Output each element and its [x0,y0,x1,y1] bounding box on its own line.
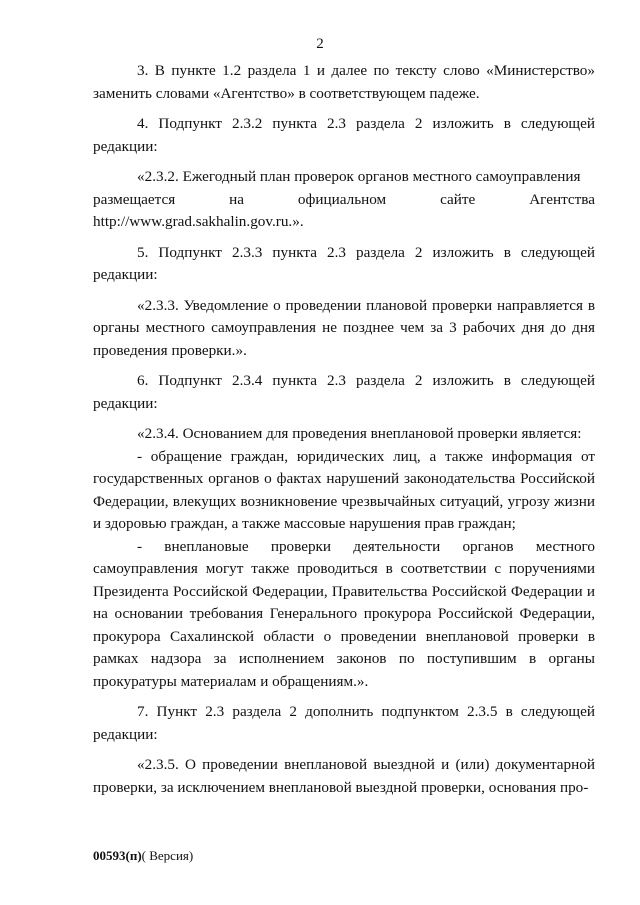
quote-word: сайте [440,190,476,208]
paragraph-5: 5. Подпункт 2.3.3 пункта 2.3 раздела 2 изложить в следующей редакции: [93,243,595,283]
paragraph-3: 3. В пункте 1.2 раздела 1 и далее по тексту слово «Министерство» заменить словами «Агентство» в соответствующем падеже. [93,62,595,102]
quote-word: на [229,190,244,208]
quote-2-3-4-item-2: - внеплановые проверки деятельности органов местного самоуправления могут также проводиться в соответствии с поручениями Президента Российской Федерации, Правительства Российской Федерации и на основании требования Генерального прокурора Российской Федерации, прокурора Сахалинской области о проведении внеплановой проверки в рамках надзора за исполнением законов по поступившим в органы прокуратуры материалам и обращениям.». [93,537,595,690]
document-body [93,60,595,807]
document-code: 00593(п) [93,848,142,863]
paragraph-4: 4. Подпункт 2.3.2 пункта 2.3 раздела 2 изложить в следующей редакции: [93,115,595,155]
quote-2-3-3: «2.3.3. Уведомление о проведении плановой проверки направляется в органы местного самоуправления не позднее чем за 3 рабочих дня до дня проведения проверки.». [93,296,595,359]
quote-2-3-2 [93,166,595,234]
page-number: 2 [316,36,324,52]
document-version: ( Версия) [141,848,194,863]
quote-2-3-4-intro: «2.3.4. Основанием для проведения внеплановой проверки является: [137,425,582,442]
quote-2-3-2-line-3: http://www.grad.sakhalin.gov.ru.». [93,213,304,230]
paragraph-6: 6. Подпункт 2.3.4 пункта 2.3 раздела 2 изложить в следующей редакции: [93,372,595,412]
quote-word: Агентства [529,190,595,208]
quote-2-3-2-line-1: «2.3.2. Ежегодный план проверок органов местного самоуправления [137,168,581,185]
document-footer [93,848,193,864]
quote-word: официальном [297,190,387,208]
quote-word: размещается [93,190,176,208]
quote-2-3-4-item-1: - обращение граждан, юридических лиц, а также информация от государственных органов о фактах нарушений законодательства Российской Федерации, влекущих возникновение чрезвычайных ситуаций, угрозу жизни и здоровью граждан, а также массовые нарушения прав граждан; [93,447,595,532]
quote-2-3-2-line-2 [93,189,595,212]
quote-2-3-5: «2.3.5. О проведении внеплановой выездной и (или) документарной проверки, за исключением внеплановой выездной проверки, основания про- [93,756,595,796]
quote-2-3-4 [93,423,595,693]
paragraph-7: 7. Пункт 2.3 раздела 2 дополнить подпунктом 2.3.5 в следующей редакции: [93,703,595,743]
